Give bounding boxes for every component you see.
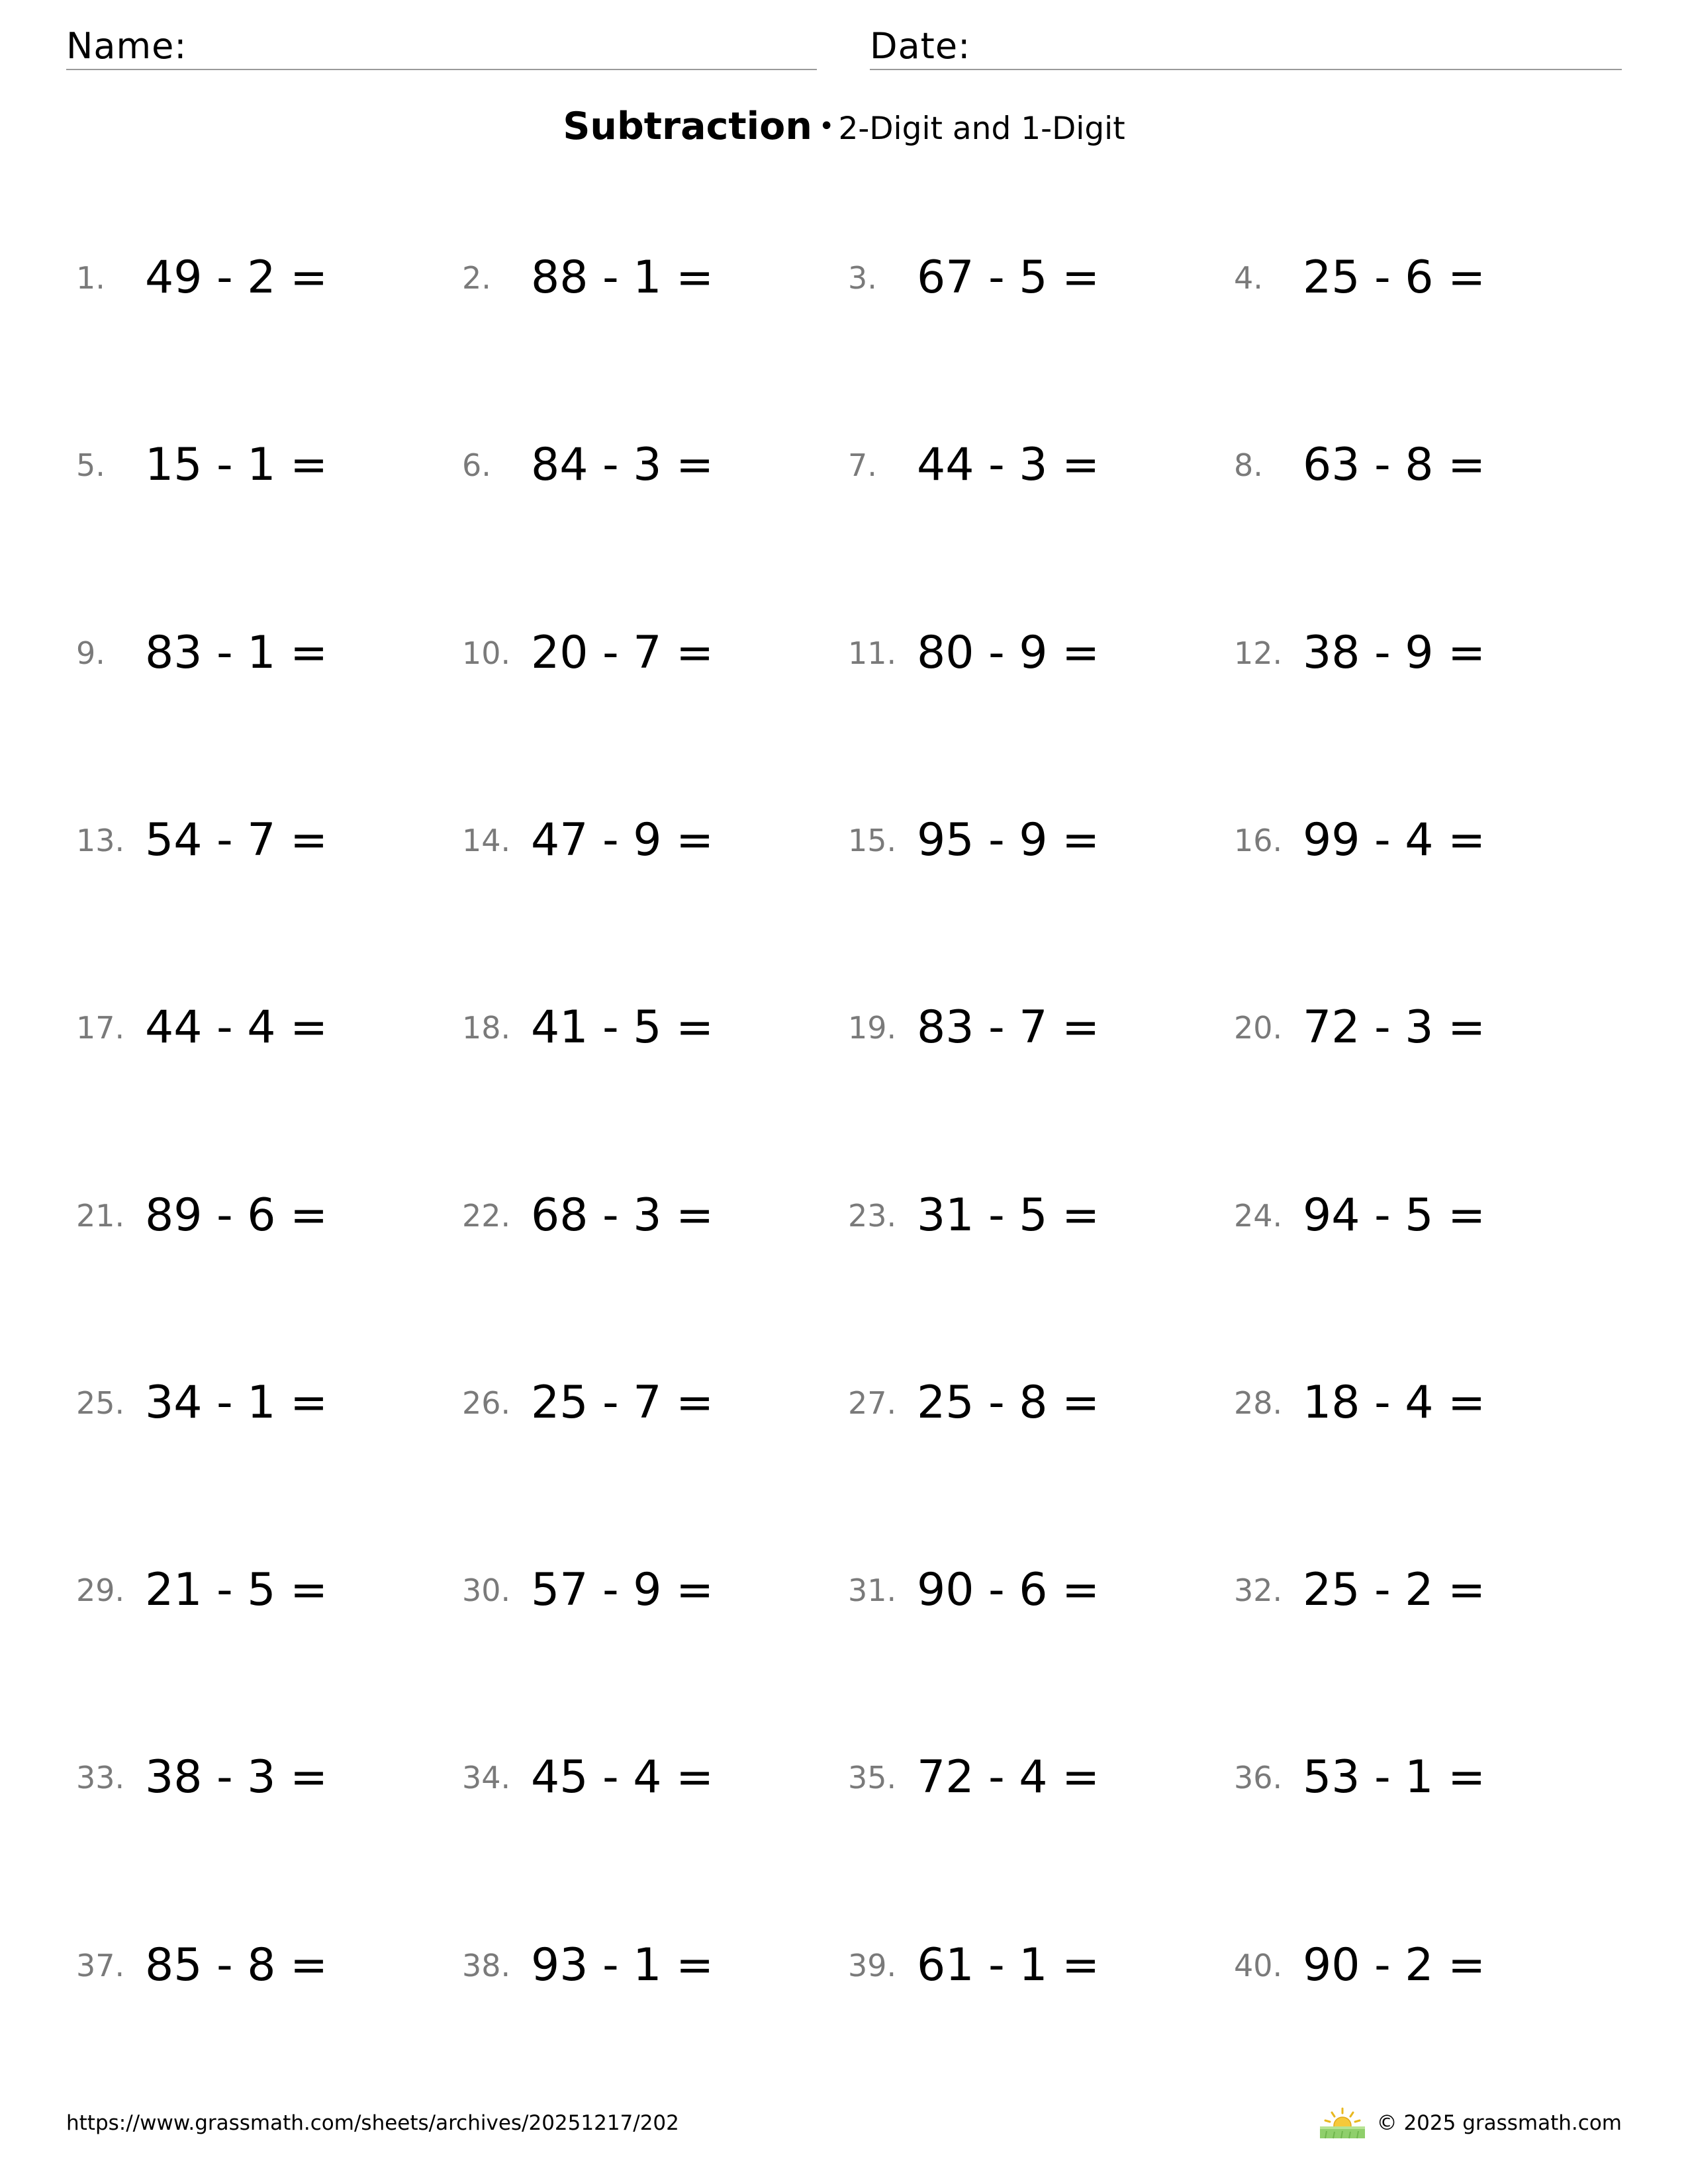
date-field[interactable] xyxy=(870,23,1622,70)
problem-number: 35. xyxy=(848,1760,897,1796)
problem-expression: 38 - 3 = xyxy=(145,1751,328,1803)
title-separator: • xyxy=(818,111,835,142)
problem-number: 34. xyxy=(462,1760,511,1796)
problem-number: 7. xyxy=(848,447,877,483)
worksheet-title xyxy=(0,105,1688,148)
problem-expression: 34 - 1 = xyxy=(145,1377,328,1429)
problem-number: 19. xyxy=(848,1010,897,1046)
problem-expression: 21 - 5 = xyxy=(145,1564,328,1616)
problem-number: 6. xyxy=(462,447,491,483)
problem-expression: 94 - 5 = xyxy=(1303,1189,1486,1242)
problem-number: 23. xyxy=(848,1198,897,1234)
problem-expression: 57 - 9 = xyxy=(531,1564,714,1616)
problem-number: 27. xyxy=(848,1385,897,1421)
problem-number: 9. xyxy=(76,635,105,671)
footer-url: https://www.grassmath.com/sheets/archives/20251217/202 xyxy=(66,2111,679,2135)
problem-expression: 85 - 8 = xyxy=(145,1939,328,1991)
problem-number: 15. xyxy=(848,823,897,858)
problem-number: 40. xyxy=(1234,1948,1283,1983)
problem-number: 5. xyxy=(76,447,105,483)
problem-number: 39. xyxy=(848,1948,897,1983)
problem-expression: 61 - 1 = xyxy=(917,1939,1100,1991)
problem-number: 11. xyxy=(848,635,897,671)
problem-expression: 47 - 9 = xyxy=(531,814,714,866)
problem-number: 18. xyxy=(462,1010,511,1046)
problem-expression: 25 - 8 = xyxy=(917,1377,1100,1429)
problem-number: 3. xyxy=(848,260,877,296)
problem-expression: 49 - 2 = xyxy=(145,251,328,304)
problem-number: 31. xyxy=(848,1572,897,1608)
problem-expression: 54 - 7 = xyxy=(145,814,328,866)
problem-expression: 44 - 4 = xyxy=(145,1001,328,1054)
problem-number: 33. xyxy=(76,1760,125,1796)
problem-expression: 44 - 3 = xyxy=(917,439,1100,491)
problem-expression: 63 - 8 = xyxy=(1303,439,1486,491)
name-field[interactable] xyxy=(66,23,817,70)
problem-number: 24. xyxy=(1234,1198,1283,1234)
problem-expression: 25 - 2 = xyxy=(1303,1564,1486,1616)
name-label: Name: xyxy=(66,25,187,67)
problem-expression: 68 - 3 = xyxy=(531,1189,714,1242)
problem-expression: 67 - 5 = xyxy=(917,251,1100,304)
problem-grid xyxy=(0,245,1688,2138)
title-subtitle: 2-Digit and 1-Digit xyxy=(838,111,1125,147)
problem-number: 28. xyxy=(1234,1385,1283,1421)
problem-number: 4. xyxy=(1234,260,1263,296)
problem-expression: 95 - 9 = xyxy=(917,814,1100,866)
problem-expression: 20 - 7 = xyxy=(531,627,714,679)
problem-number: 29. xyxy=(76,1572,125,1608)
problem-number: 37. xyxy=(76,1948,125,1983)
problem-expression: 88 - 1 = xyxy=(531,251,714,304)
problem-expression: 72 - 3 = xyxy=(1303,1001,1486,1054)
date-label: Date: xyxy=(870,25,971,67)
sun-over-grass-icon xyxy=(1319,2107,1366,2139)
problem-number: 20. xyxy=(1234,1010,1283,1046)
problem-expression: 25 - 7 = xyxy=(531,1377,714,1429)
problem-expression: 53 - 1 = xyxy=(1303,1751,1486,1803)
problem-expression: 41 - 5 = xyxy=(531,1001,714,1054)
problem-expression: 25 - 6 = xyxy=(1303,251,1486,304)
problem-number: 26. xyxy=(462,1385,511,1421)
problem-expression: 83 - 7 = xyxy=(917,1001,1100,1054)
problem-number: 8. xyxy=(1234,447,1263,483)
problem-expression: 89 - 6 = xyxy=(145,1189,328,1242)
problem-number: 25. xyxy=(76,1385,125,1421)
problem-number: 30. xyxy=(462,1572,511,1608)
problem-expression: 84 - 3 = xyxy=(531,439,714,491)
problem-expression: 38 - 9 = xyxy=(1303,627,1486,679)
problem-expression: 45 - 4 = xyxy=(531,1751,714,1803)
problem-expression: 93 - 1 = xyxy=(531,1939,714,1991)
problem-number: 36. xyxy=(1234,1760,1283,1796)
problem-number: 13. xyxy=(76,823,125,858)
footer-branding xyxy=(1319,2106,1622,2140)
worksheet-header xyxy=(66,23,1622,70)
problem-number: 1. xyxy=(76,260,105,296)
problem-expression: 31 - 5 = xyxy=(917,1189,1100,1242)
problem-number: 14. xyxy=(462,823,511,858)
problem-number: 22. xyxy=(462,1198,511,1234)
problem-number: 32. xyxy=(1234,1572,1283,1608)
problem-number: 16. xyxy=(1234,823,1283,858)
problem-number: 17. xyxy=(76,1010,125,1046)
problem-expression: 72 - 4 = xyxy=(917,1751,1100,1803)
title-main: Subtraction xyxy=(563,105,812,148)
problem-expression: 80 - 9 = xyxy=(917,627,1100,679)
problem-number: 21. xyxy=(76,1198,125,1234)
problem-number: 38. xyxy=(462,1948,511,1983)
problem-number: 2. xyxy=(462,260,491,296)
problem-expression: 99 - 4 = xyxy=(1303,814,1486,866)
problem-expression: 18 - 4 = xyxy=(1303,1377,1486,1429)
problem-expression: 90 - 6 = xyxy=(917,1564,1100,1616)
problem-expression: 15 - 1 = xyxy=(145,439,328,491)
copyright-text: © 2025 grassmath.com xyxy=(1376,2111,1622,2135)
problem-expression: 83 - 1 = xyxy=(145,627,328,679)
problem-number: 10. xyxy=(462,635,511,671)
problem-expression: 90 - 2 = xyxy=(1303,1939,1486,1991)
problem-number: 12. xyxy=(1234,635,1283,671)
